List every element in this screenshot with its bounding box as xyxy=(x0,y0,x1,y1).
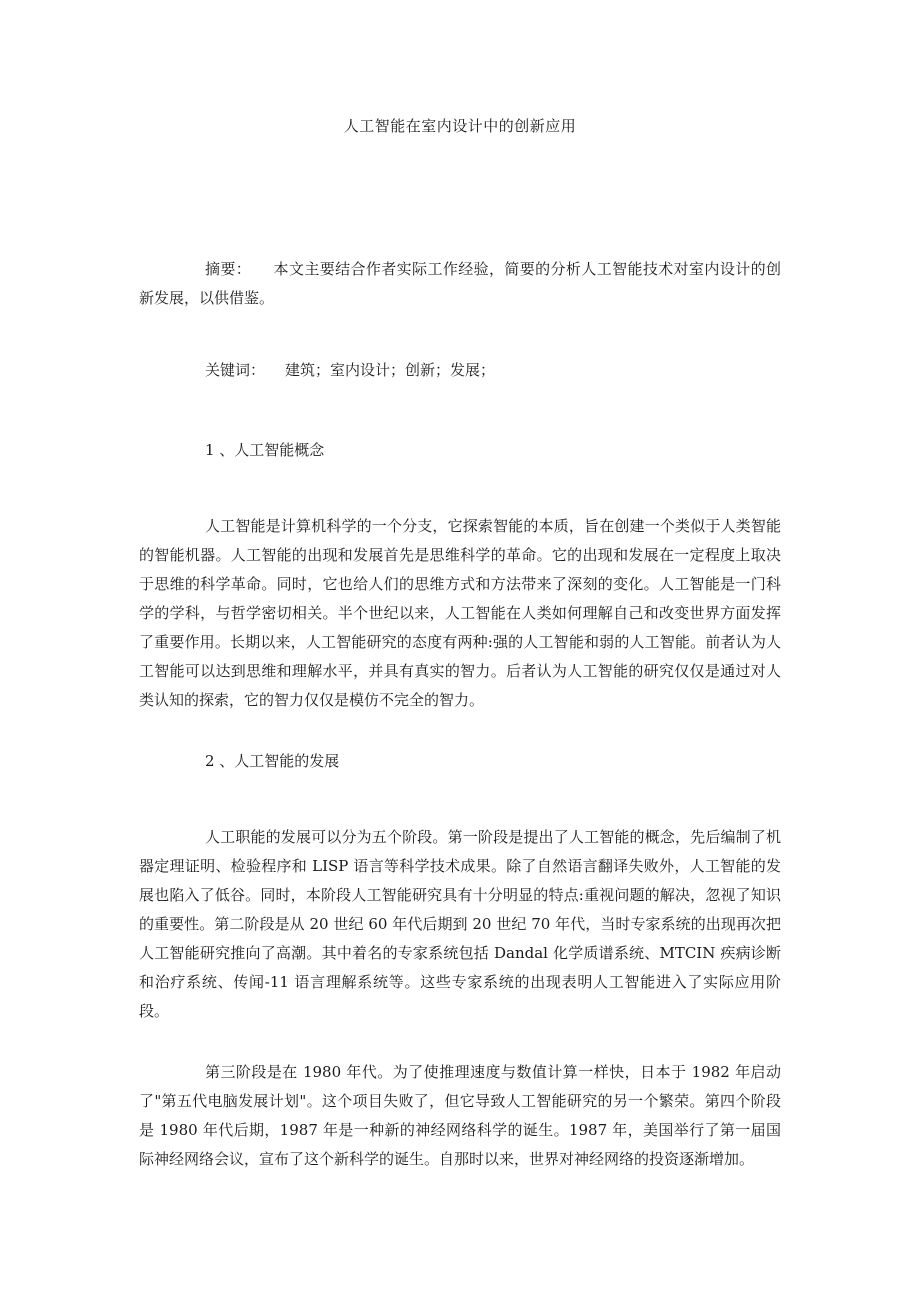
paragraph-concept: 人工智能是计算机科学的一个分支，它探索智能的本质，旨在创建一个类似于人类智能的智能机器。人工智能的出现和发展首先是思维科学的革命。它的出现和发展在一定程度上取决于思维的科学革命。同时，它也给人们的思维方式和方法带来了深刻的变化。人工智能是一门科学的学科，与哲学密切相关。半个世纪以来，人工智能在人类如何理解自己和改变世界方面发挥了重要作用。长期以来，人工智能研究的态度有两种:强的人工智能和弱的人工智能。前者认为人工智能可以达到思维和理解水平，并具有真实的智力。后者认为人工智能的研究仅仅是通过对人类认知的探索，它的智力仅仅是模仿不完全的智力。 xyxy=(139,517,781,709)
abstract-text: 本文主要结合作者实际工作经验，简要的分析人工智能技术对室内设计的创新发展，以供借鉴。 xyxy=(139,260,781,307)
paragraph-development-third-stage: 第三阶段是在 1980 年代。为了使推理速度与数值计算一样快，日本于 1982 年启动了"第五代电脑发展计划"。这个项目失败了，但它导致人工智能研究的另一个繁荣。第四个阶段是 1980 年代后期，1987 年是一种新的神经网络科学的诞生。1987 年，美国举行了第一届国际神经网络会议，宣布了这个新科学的诞生。自那时以来，世界对神经网络的投资逐渐增加。 xyxy=(139,1063,781,1168)
abstract xyxy=(139,255,781,313)
document-title: 人工智能在室内设计中的创新应用 xyxy=(343,117,577,135)
section-heading-concept: 1 、人工智能概念 xyxy=(205,441,325,459)
keywords xyxy=(139,356,781,385)
keywords-label: 关键词： xyxy=(205,361,266,379)
paragraph-development-stages: 人工职能的发展可以分为五个阶段。第一阶段是提出了人工智能的概念，先后编制了机器定理证明、检验程序和 LISP 语言等科学技术成果。除了自然语言翻译失败外，人工智能的发展也陷入了低谷。同时，本阶段人工智能研究具有十分明显的特点:重视问题的解决，忽视了知识的重要性。第二阶段是从 20 世纪 60 年代后期到 20 世纪 70 年代，当时专家系统的出现再次把人工智能研究推向了高潮。其中着名的专家系统包括 Dandal 化学质谱系统、MTCIN 疾病诊断和治疗系统、传闻-11 语言理解系统等。这些专家系统的出现表明人工智能进入了实际应用阶段。 xyxy=(139,828,781,1020)
abstract-label: 摘要： xyxy=(205,260,252,278)
keywords-text: 建筑；室内设计；创新；发展； xyxy=(285,361,496,379)
section-heading-development: 2 、人工智能的发展 xyxy=(205,752,340,770)
